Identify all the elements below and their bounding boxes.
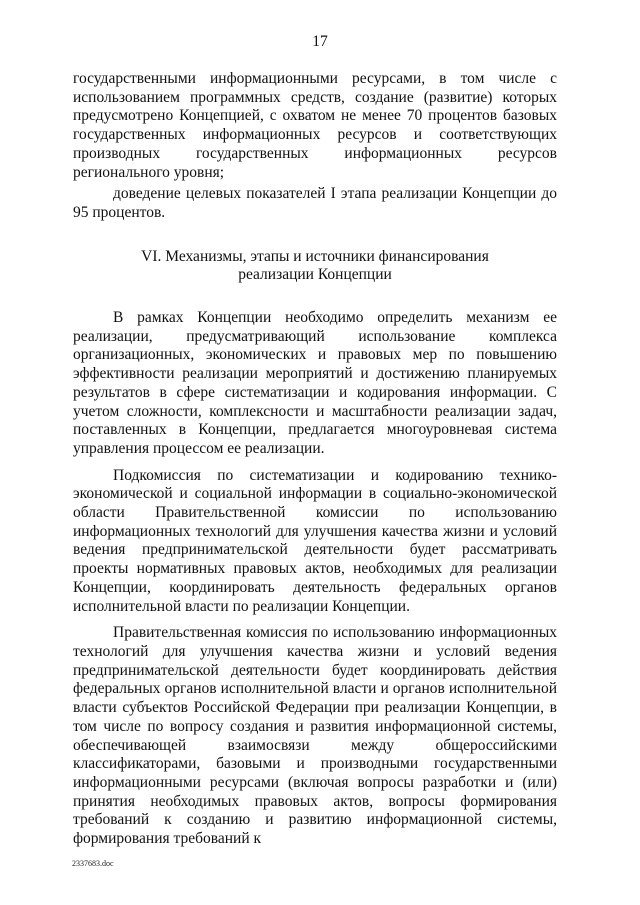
document-file-id: 2337683.doc bbox=[72, 859, 114, 868]
paragraph-resources-coverage: государственными информационными ресурсами, в том числе с использованием программных средств, создание (развитие) которых предусмотрено Концепцией, с охватом не менее 70 процентов базовых государственных информационных ресурсов и соответствующих производных государственных информационных ресурсов регионального уровня; bbox=[73, 70, 557, 181]
paragraph-target-indicators: доведение целевых показателей I этапа реализации Концепции до 95 процентов. bbox=[73, 185, 557, 221]
page-number: 17 bbox=[312, 33, 328, 50]
paragraph-subcommission: Подкомиссия по систематизации и кодированию технико-экономической и социальной информации в социально-экономической области Правительственной комиссии по использованию информационных технологий для улучшения качества жизни и условий ведения предпринимательской деятельности будет рассматривать проекты нормативных правовых актов, необходимых для реализации Концепции, координировать деятельность федеральных органов исполнительной власти по реализации Концепции. bbox=[73, 466, 557, 615]
paragraph-government-commission: Правительственная комиссия по использованию информационных технологий для улучшения качества жизни и условий ведения предпринимательской деятельности будет координировать действия федеральных органов исполнительной власти и органов исполнительной власти субъектов Российской Федерации при реализации Концепции, в том числе по вопросу создания и развития информационной системы, обеспечивающей взаимосвязи между общероссийскими классификаторами, базовыми и производными государственными информационными ресурсами (включая вопросы разработки и (или) принятия необходимых правовых актов, вопросы формирования требований к созданию и развитию информационной системы, формирования требований к bbox=[73, 624, 557, 848]
section-heading-line-1: VI. Механизмы, этапы и источники финансирования bbox=[141, 247, 489, 265]
document-body bbox=[73, 70, 557, 849]
section-heading bbox=[73, 248, 557, 285]
section-heading-line-2: реализации Концепции bbox=[238, 266, 392, 284]
paragraph-implementation-mechanism: В рамках Концепции необходимо определить механизм ее реализации, предусматривающий использование комплекса организационных, экономических и правовых мер по повышению эффективности реализации мероприятий и достижению планируемых результатов в сфере систематизации и кодирования информации. С учетом сложности, комплексности и масштабности реализации задач, поставленных в Концепции, предлагается многоуровневая система управления процессом ее реализации. bbox=[73, 309, 557, 457]
